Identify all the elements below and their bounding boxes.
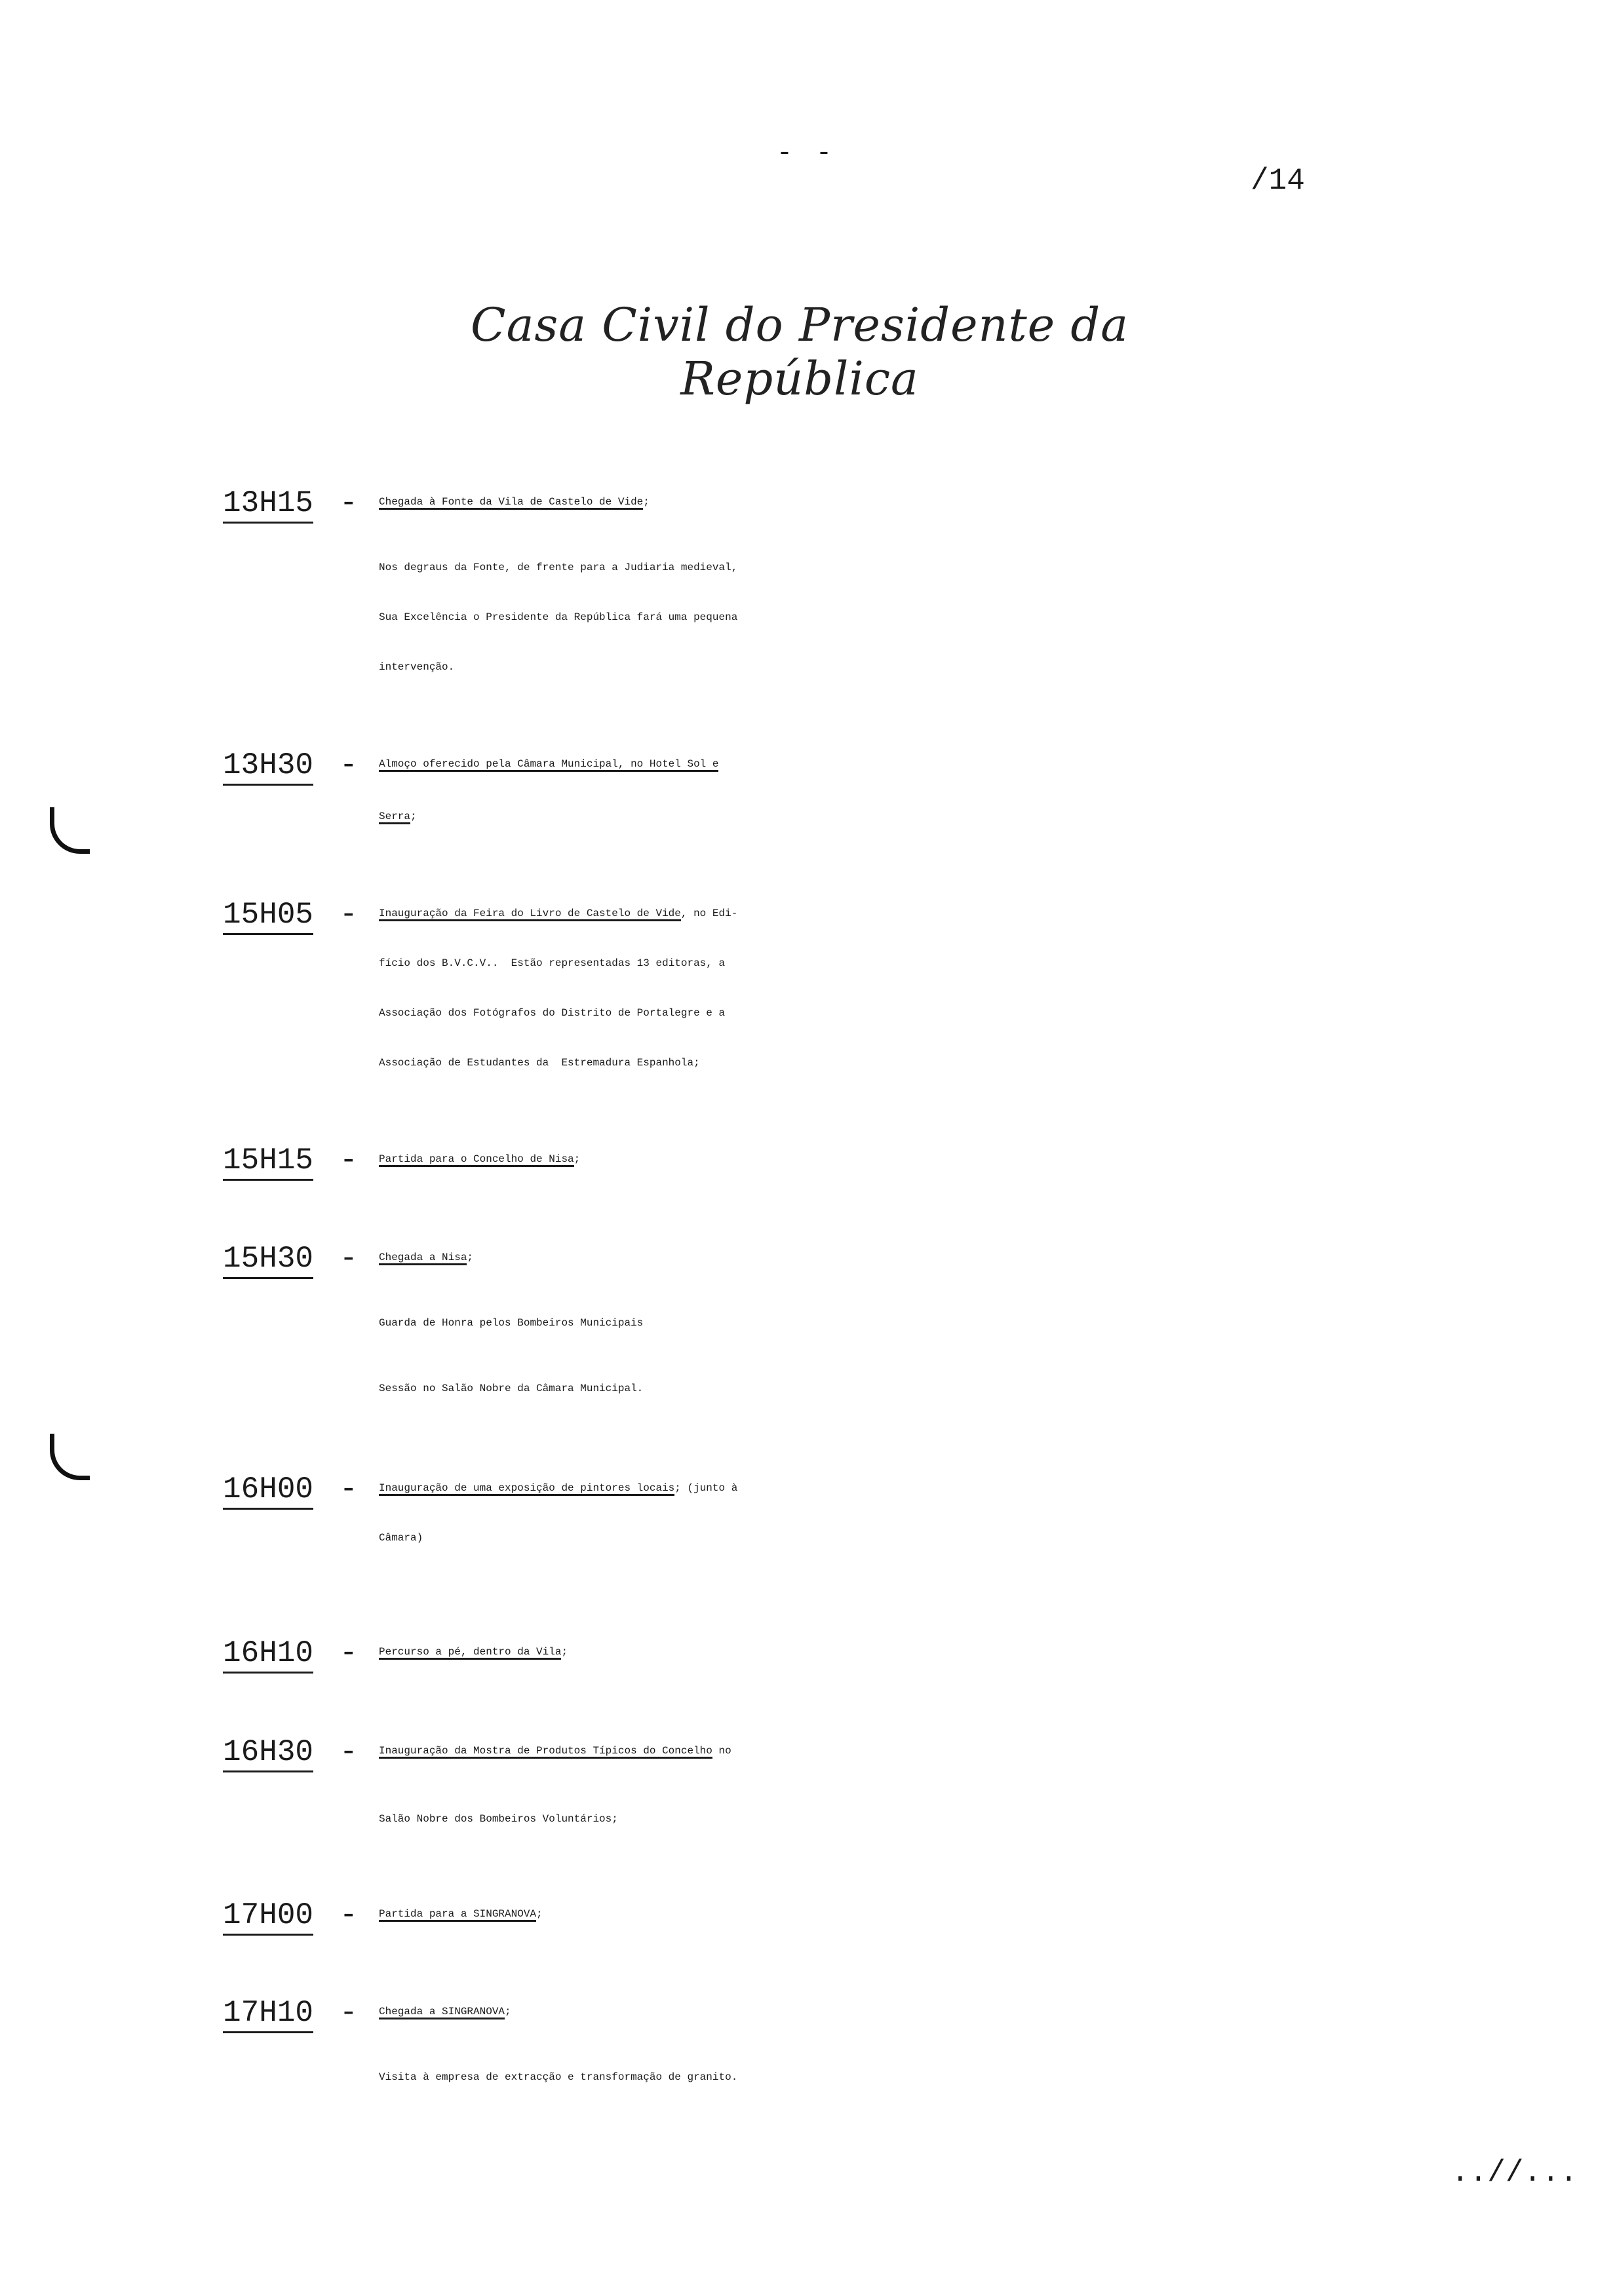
entry-line	[379, 739, 718, 789]
entry-line	[379, 642, 454, 692]
entry-line	[379, 592, 737, 642]
entry-text: ;	[410, 811, 417, 822]
entry-text: ;	[574, 1153, 581, 1165]
entry-text: ;	[643, 496, 650, 508]
entry-dash: -	[340, 1898, 358, 1932]
entry-dash: -	[340, 898, 358, 932]
entry-text: fício dos B.V.C.V.. Estão representadas 13 editoras, a	[379, 957, 726, 969]
entry-line	[379, 1726, 731, 1776]
entry-text: no	[712, 1745, 731, 1757]
entry-text: intervenção.	[379, 661, 455, 673]
page-number: /14	[1251, 164, 1305, 198]
entry-line	[379, 1627, 568, 1677]
entry-time: 16H00	[223, 1472, 313, 1510]
entry-dash: -	[340, 1472, 358, 1506]
entry-time: 16H10	[223, 1636, 313, 1674]
entry-dash: -	[340, 748, 358, 782]
entry-dash: -	[340, 1143, 358, 1177]
entry-title: Serra	[379, 811, 410, 824]
entry-text: ;	[505, 2006, 511, 2018]
entry-text: ;	[467, 1252, 474, 1263]
entry-text: ;	[536, 1908, 543, 1920]
margin-punch-mark	[50, 1434, 90, 1480]
entry-title: Partida para o Concelho de Nisa	[379, 1153, 574, 1167]
entry-time: 15H30	[223, 1242, 313, 1279]
entry-line	[379, 1987, 511, 2037]
entry-line	[379, 792, 417, 841]
entry-title: Inauguração da Feira do Livro de Castelo de Vide	[379, 908, 681, 921]
entry-title: Chegada à Fonte da Vila de Castelo de Vide	[379, 496, 643, 510]
entry-time: 17H00	[223, 1898, 313, 1936]
entry-line	[379, 1889, 543, 1939]
entry-line	[379, 543, 737, 592]
entry-text: Sua Excelência o Presidente da República fará uma pequena	[379, 611, 738, 623]
entry-text: Câmara)	[379, 1532, 423, 1544]
entry-time: 15H15	[223, 1143, 313, 1181]
entry-dash: -	[340, 486, 358, 520]
entry-text: ; (junto à	[674, 1482, 738, 1494]
entry-title: Partida para a SINGRANOVA	[379, 1908, 536, 1922]
entry-text: , no Edi-	[680, 908, 738, 919]
letterhead: Casa Civil do Presidente da República	[471, 298, 1129, 406]
entry-time: 16H30	[223, 1735, 313, 1772]
entry-line	[379, 1298, 643, 1348]
top-mark: - -	[777, 139, 836, 168]
entry-line	[379, 889, 737, 938]
entry-text: Salão Nobre dos Bombeiros Voluntários;	[379, 1813, 618, 1825]
entry-text: ;	[561, 1646, 568, 1658]
entry-dash: -	[340, 1636, 358, 1670]
entry-line	[379, 1463, 737, 1513]
entry-line	[379, 1134, 580, 1184]
entry-line	[379, 988, 725, 1038]
entry-line	[379, 1364, 643, 1413]
entry-text: Associação dos Fotógrafos do Distrito de Portalegre e a	[379, 1007, 726, 1019]
entry-line	[379, 2052, 737, 2102]
entry-time: 13H15	[223, 486, 313, 524]
entry-dash: -	[340, 1242, 358, 1276]
entry-title: Almoço oferecido pela Câmara Municipal, no Hotel Sol e	[379, 758, 718, 772]
entry-title: Inauguração da Mostra de Produtos Típicos do Concelho	[379, 1745, 712, 1759]
entry-title: Chegada a SINGRANOVA	[379, 2006, 505, 2019]
entry-line	[379, 1038, 700, 1088]
entry-title: Chegada a Nisa	[379, 1252, 467, 1265]
entry-line	[379, 1233, 473, 1282]
entry-dash: -	[340, 1735, 358, 1769]
entry-time: 15H05	[223, 898, 313, 935]
entry-time: 13H30	[223, 748, 313, 786]
entry-dash: -	[340, 1996, 358, 2030]
entry-text: Visita à empresa de extracção e transformação de granito.	[379, 2071, 738, 2083]
entry-line	[379, 1794, 618, 1844]
entry-line	[379, 938, 725, 988]
margin-punch-mark	[50, 807, 90, 854]
entry-text: Associação de Estudantes da Estremadura Espanhola;	[379, 1057, 700, 1069]
entry-text: Sessão no Salão Nobre da Câmara Municipal.	[379, 1383, 644, 1394]
entry-time: 17H10	[223, 1996, 313, 2033]
entry-text: Nos degraus da Fonte, de frente para a Judiaria medieval,	[379, 562, 738, 573]
entry-line	[379, 1513, 423, 1563]
continuation-mark: ..//...	[1451, 2156, 1578, 2190]
entry-line	[379, 477, 650, 527]
entry-title: Percurso a pé, dentro da Vila	[379, 1646, 561, 1660]
entry-title: Inauguração de uma exposição de pintores locais	[379, 1482, 674, 1496]
entry-text: Guarda de Honra pelos Bombeiros Municipais	[379, 1317, 644, 1329]
